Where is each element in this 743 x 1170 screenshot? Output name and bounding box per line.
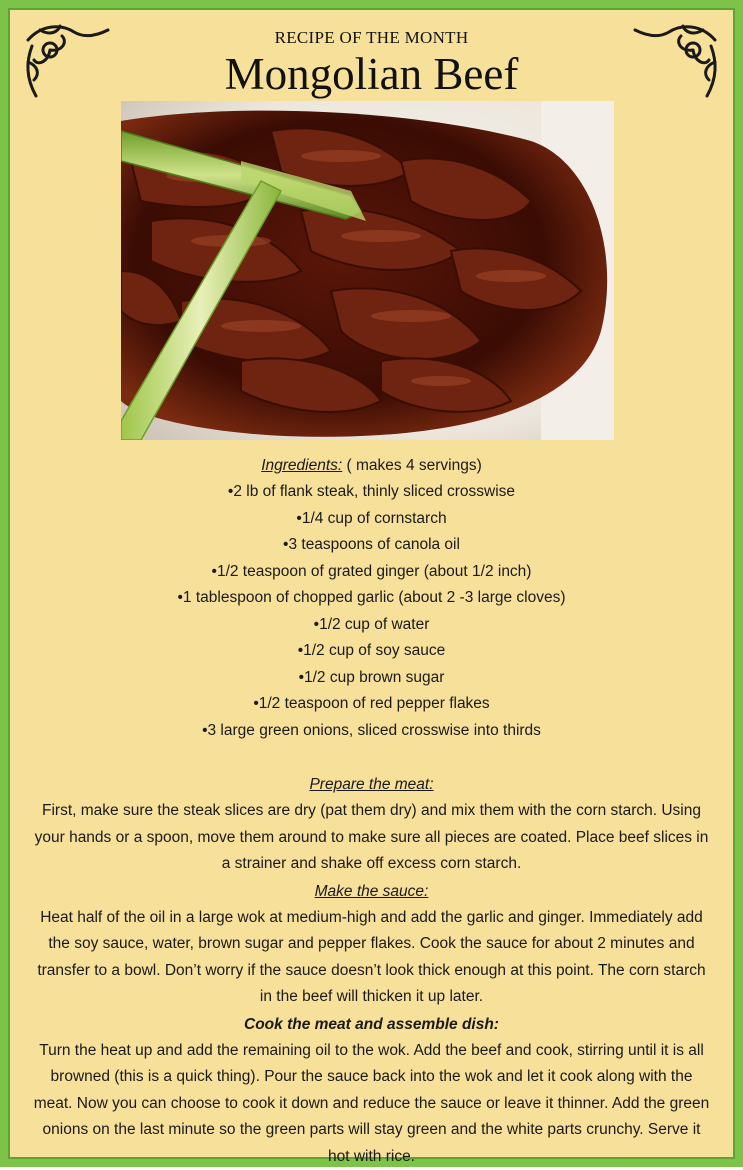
ingredient-item: •1/2 cup of soy sauce [30,638,713,665]
servings-note: ( makes 4 servings) [342,457,482,474]
ingredient-item: •1/2 cup of water [30,612,713,639]
ingredient-list [30,479,713,744]
recipe-kicker: RECIPE OF THE MONTH [8,28,735,48]
ingredient-item: •2 lb of flank steak, thinly sliced crosswise [30,479,713,506]
make-sauce-heading: Make the sauce: [30,878,713,905]
cook-assemble-heading: Cook the meat and assemble dish: [30,1011,713,1038]
ingredient-item: •1/2 teaspoon of grated ginger (about 1/2 inch) [30,559,713,586]
ingredients-heading [30,452,713,479]
mongolian-beef-image [121,101,614,440]
ingredient-item: •1/2 cup brown sugar [30,665,713,692]
make-sauce-text: Heat half of the oil in a large wok at medium-high and add the garlic and ginger. Immediately add the soy sauce, water, brown sugar and pepper flakes. Cook the sauce for about 2 minutes and transfer to a bowl. Don’t worry if the sauce doesn’t look thick enough at this point. The corn starch in the beef will thicken it up later. [30,905,713,1011]
recipe-title: Mongolian Beef [8,48,735,100]
ingredient-item: •1/4 cup of cornstarch [30,506,713,533]
ingredients-label: Ingredients: [261,457,342,474]
ingredient-item: •3 teaspoons of canola oil [30,532,713,559]
cook-assemble-text: Turn the heat up and add the remaining oil to the wok. Add the beef and cook, stirring until it is all browned (this is a quick thing). Pour the sauce back into the wok and let it cook along with the meat. Now you can choose to cook it down and reduce the sauce or leave it thinner. Add the green onions on the last minute so the green parts will stay green and the white parts crunchy. Serve it hot with rice. [30,1038,713,1170]
ingredient-item: •3 large green onions, sliced crosswise into thirds [30,718,713,745]
ingredient-item: •1 tablespoon of chopped garlic (about 2 -3 large cloves) [30,585,713,612]
prepare-meat-heading: Prepare the meat: [30,771,713,798]
dish-photo [121,101,614,440]
recipe-content [30,452,713,1170]
prepare-meat-text: First, make sure the steak slices are dry (pat them dry) and mix them with the corn starch. Using your hands or a spoon, move them around to make sure all pieces are coated. Place beef slices in a strainer and shake off excess corn starch. [30,798,713,878]
ingredient-item: •1/2 teaspoon of red pepper flakes [30,691,713,718]
section-spacer [30,744,713,771]
